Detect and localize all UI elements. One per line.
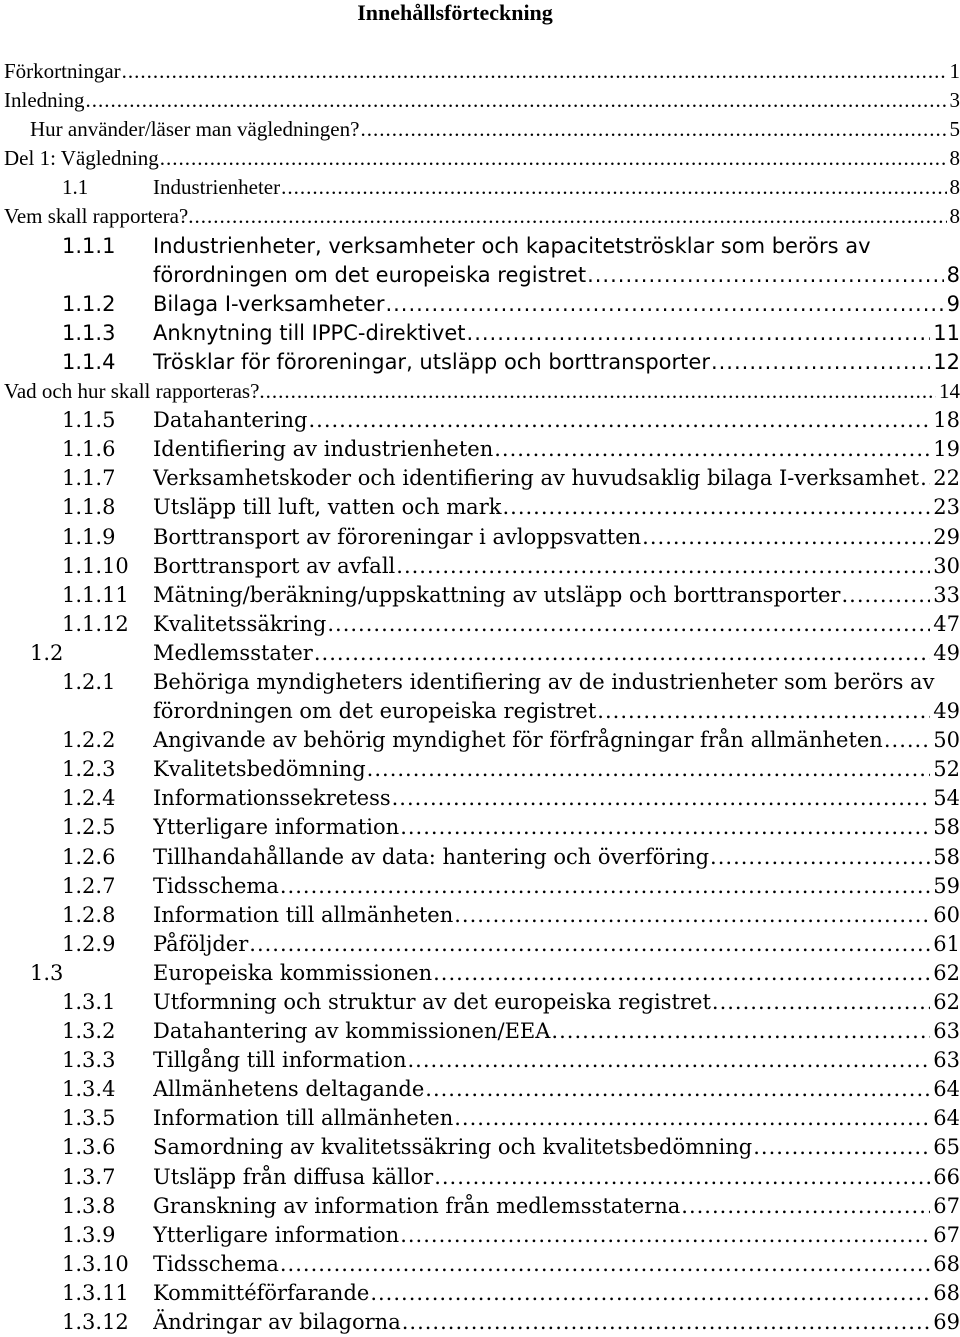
toc-entry-page-number: 68 — [933, 1251, 960, 1276]
toc-entry-title: Tillhandahållande av data: hantering och överföring — [153, 844, 710, 869]
dot-leader — [753, 1133, 930, 1162]
toc-entry[interactable] — [0, 493, 960, 522]
dot-leader — [392, 784, 931, 813]
toc-entry-title: Tidsschema — [153, 1251, 279, 1276]
toc-entry-title: Vad och hur skall rapporteras?. — [4, 379, 265, 404]
toc-entry-number: 1.2.3 — [62, 757, 116, 782]
toc-entry-page-number: 8 — [949, 146, 960, 171]
toc-entry[interactable] — [0, 1046, 960, 1075]
toc-entry-title-line1: Industrienheter, verksamheter och kapacitetströsklar som berörs av — [153, 233, 871, 258]
toc-entry-page-number: 47 — [933, 611, 960, 636]
toc-entry[interactable] — [0, 813, 960, 842]
toc-entry[interactable] — [0, 86, 960, 115]
toc-entry[interactable] — [0, 57, 960, 86]
toc-entry-number: 1.3.12 — [62, 1310, 129, 1335]
toc-entry-title: Bilaga I-verksamheter — [153, 291, 385, 316]
toc-entry[interactable] — [0, 377, 960, 406]
toc-entry[interactable] — [0, 755, 960, 784]
dot-leader — [280, 872, 930, 901]
toc-entry-number: 1.3.6 — [62, 1135, 116, 1160]
toc-entry-title: Identifiering av industrienheten — [153, 437, 494, 462]
toc-entry-number: 1.2.9 — [62, 931, 116, 956]
toc-entry-title: Datahantering av kommissionen/EEA — [153, 1019, 551, 1044]
toc-entry[interactable] — [0, 581, 960, 610]
dot-leader — [425, 1075, 930, 1104]
toc-entry-page-number: 67 — [933, 1193, 960, 1218]
toc-entry-page-number: 58 — [933, 844, 960, 869]
toc-entry[interactable] — [0, 930, 960, 959]
toc-entry[interactable] — [0, 115, 960, 144]
toc-entry-page-number: 3 — [949, 88, 960, 113]
dot-leader — [454, 901, 930, 930]
toc-entry-number: 1.1.5 — [62, 408, 116, 433]
dot-leader — [281, 173, 946, 202]
toc-entry-page-number: 62 — [933, 960, 960, 985]
toc-entry-title: Kommittéförfarande — [153, 1280, 370, 1305]
toc-entry-number: 1.2.1 — [62, 669, 116, 694]
toc-entry-title: Hur använder/läser man vägledningen? — [30, 117, 360, 142]
toc-entry-title: Mätning/beräkning/uppskattning av utsläpp och borttransporter — [153, 582, 841, 607]
toc-entry[interactable] — [0, 668, 960, 726]
toc-entry-number: 1.3.9 — [62, 1222, 116, 1247]
toc-entry-title: Granskning av information från medlemsstaterna — [153, 1193, 681, 1218]
dot-leader — [266, 377, 936, 406]
dot-leader — [385, 290, 943, 319]
toc-entry-number: 1.2.4 — [62, 786, 116, 811]
dot-leader — [587, 261, 944, 290]
toc-entry-page-number: 67 — [933, 1222, 960, 1247]
toc-entry-title: Påföljder — [153, 931, 249, 956]
toc-entry-page-number: 60 — [933, 902, 960, 927]
toc-entry[interactable] — [0, 1250, 960, 1279]
toc-entry-page-number: 18 — [933, 408, 960, 433]
toc-entry[interactable] — [0, 552, 960, 581]
dot-leader — [407, 1046, 930, 1075]
toc-entry[interactable] — [0, 726, 960, 755]
toc-entry-page-number: 1 — [949, 59, 960, 83]
toc-entry-page-number: 8 — [946, 262, 960, 287]
dot-leader — [434, 1163, 930, 1192]
toc-entry-title: Datahantering — [153, 408, 308, 433]
dot-leader — [396, 552, 930, 581]
dot-leader — [712, 988, 930, 1017]
toc-entry-page-number: 8 — [949, 204, 960, 229]
toc-entry-page-number: 50 — [933, 728, 960, 753]
toc-entry-page-number: 14 — [939, 379, 960, 404]
toc-entry[interactable] — [0, 872, 960, 901]
toc-entry-page-number: 5 — [949, 117, 960, 142]
toc-entry[interactable] — [0, 1017, 960, 1046]
toc-entry-number: 1.1.12 — [62, 611, 129, 636]
dot-leader — [402, 1308, 931, 1337]
toc-entry-number: 1.3.7 — [62, 1164, 116, 1189]
toc-entry-title: Anknytning till IPPC-direktivet — [153, 320, 466, 345]
toc-entry-page-number: 66 — [933, 1164, 960, 1189]
dot-leader — [884, 726, 930, 755]
toc-entry[interactable] — [0, 319, 960, 348]
dot-leader — [433, 959, 930, 988]
toc-entry-page-number: 68 — [933, 1280, 960, 1305]
toc-entry-number: 1.1.8 — [62, 495, 116, 520]
toc-entry-title: Inledning — [4, 88, 85, 113]
toc-entry-number: 1.1.4 — [62, 349, 116, 374]
toc-entry-title: Förkortningar — [4, 59, 121, 83]
toc-entry-page-number: 54 — [933, 786, 960, 811]
toc-entry-number: 1.3.10 — [62, 1251, 129, 1276]
toc-entry-number: 1.3 — [30, 960, 64, 985]
toc-entry-page-number: 29 — [933, 524, 960, 549]
dot-leader — [370, 1279, 930, 1308]
toc-entry-number: 1.3.11 — [62, 1280, 129, 1305]
dot-leader — [249, 930, 930, 959]
toc-entry-page-number: 64 — [933, 1106, 960, 1131]
toc-entry[interactable] — [0, 1075, 960, 1104]
toc-entry-number: 1.3.5 — [62, 1106, 116, 1131]
dot-leader — [710, 843, 930, 872]
toc-entry[interactable] — [0, 1104, 960, 1133]
dot-leader — [597, 697, 930, 726]
dot-leader — [467, 319, 931, 348]
toc-entry-number: 1.1 — [62, 175, 89, 200]
toc-entry-page-number: 63 — [933, 1048, 960, 1073]
toc-entry-title: Ändringar av bilagorna — [153, 1310, 401, 1335]
toc-entry-page-number: 11 — [933, 320, 960, 345]
toc-entry[interactable] — [0, 784, 960, 813]
toc-entry-number: 1.2.2 — [62, 728, 116, 753]
toc-entry[interactable] — [0, 610, 960, 639]
toc-entry-title: Trösklar för föroreningar, utsläpp och borttransporter — [153, 349, 710, 374]
toc-entry-page-number: 33 — [933, 582, 960, 607]
toc-entry-title: Kvalitetssäkring — [153, 611, 327, 636]
toc-entry-number: 1.2.5 — [62, 815, 116, 840]
toc-entry-number: 1.3.3 — [62, 1048, 116, 1073]
toc-entry-number: 1.2.6 — [62, 844, 116, 869]
toc-entry[interactable] — [0, 1192, 960, 1221]
toc-entry-title: Tidsschema — [153, 873, 279, 898]
toc-entry-number: 1.3.8 — [62, 1193, 116, 1218]
dot-leader — [360, 115, 946, 144]
dot-leader — [327, 610, 930, 639]
dot-leader — [400, 813, 930, 842]
toc-entry[interactable] — [0, 1163, 960, 1192]
toc-entry-page-number: 58 — [933, 815, 960, 840]
toc-entry-page-number: 8 — [949, 175, 960, 200]
toc-entry-page-number: 30 — [933, 553, 960, 578]
toc-entry-page-number: 59 — [933, 873, 960, 898]
dot-leader — [160, 144, 947, 173]
toc-entry-number: 1.3.4 — [62, 1077, 116, 1102]
dot-leader — [195, 202, 947, 231]
toc-entry[interactable] — [0, 1133, 960, 1162]
toc-entry-page-number: 49 — [933, 640, 960, 665]
toc-entry-title: Ytterligare information — [153, 815, 400, 840]
toc-entry-number: 1.2 — [30, 640, 64, 665]
toc-entry-title: Tillgång till information — [153, 1048, 407, 1073]
toc-entry[interactable] — [0, 406, 960, 435]
toc-entry-title: Ytterligare information — [153, 1222, 400, 1247]
toc-entry[interactable] — [0, 1221, 960, 1250]
toc-entry[interactable] — [0, 1308, 960, 1337]
toc-entry[interactable] — [0, 639, 960, 668]
toc-entry-title: Allmänhetens deltagande — [153, 1077, 425, 1102]
toc-entry-title: Industrienheter — [153, 175, 281, 200]
toc-entry[interactable] — [0, 988, 960, 1017]
toc-entry-title-line1: Behöriga myndigheters identifiering av de industrienheter som berörs av — [153, 669, 935, 694]
toc-entry[interactable] — [0, 144, 960, 173]
dot-leader — [400, 1221, 930, 1250]
toc-entry-number: 1.2.7 — [62, 873, 116, 898]
dot-leader — [711, 348, 930, 377]
toc-entry-title: Kvalitetsbedömning — [153, 757, 366, 782]
toc-entry-title: Medlemsstater — [153, 640, 313, 665]
dot-leader — [494, 435, 930, 464]
toc-entry-title: förordningen om det europeiska registret — [153, 262, 587, 287]
dot-leader — [551, 1017, 930, 1046]
dot-leader — [841, 581, 930, 610]
toc-entry[interactable] — [0, 464, 960, 493]
toc-entry-number: 1.2.8 — [62, 902, 116, 927]
dot-leader — [642, 523, 930, 552]
toc-entry-number: 1.1.1 — [62, 233, 116, 258]
toc-entry-title: förordningen om det europeiska registret — [153, 699, 597, 724]
dot-leader — [454, 1104, 930, 1133]
dot-leader — [308, 406, 930, 435]
toc-entry-title: Information till allmänheten — [153, 1106, 454, 1131]
toc-entry-title: Borttransport av föroreningar i avloppsvatten — [153, 524, 642, 549]
toc-entry[interactable] — [0, 290, 960, 319]
toc-entry-title: Information till allmänheten — [153, 902, 454, 927]
toc-entry-title: Utsläpp till luft, vatten och mark — [153, 495, 502, 520]
toc-entry[interactable] — [0, 232, 960, 290]
toc-entry-page-number: 69 — [933, 1310, 960, 1335]
page-title: Innehållsförteckning — [357, 0, 553, 25]
dot-leader — [502, 493, 930, 522]
toc-entry[interactable] — [0, 843, 960, 872]
toc-entry-page-number: 65 — [933, 1135, 960, 1160]
toc-entry-page-number: 64 — [933, 1077, 960, 1102]
toc-entry-page-number: 63 — [933, 1019, 960, 1044]
toc-entry-number: 1.1.6 — [62, 437, 116, 462]
toc-entry[interactable] — [0, 202, 960, 231]
table-of-contents — [0, 57, 960, 1337]
toc-entry-number: 1.1.7 — [62, 466, 116, 491]
toc-entry[interactable] — [0, 901, 960, 930]
toc-entry-page-number: 9 — [946, 291, 960, 316]
toc-entry[interactable] — [0, 173, 960, 202]
toc-entry-page-number: 22 — [933, 466, 960, 491]
dot-leader — [367, 755, 931, 784]
dot-leader — [920, 464, 930, 493]
toc-entry-title: Samordning av kvalitetssäkring och kvalitetsbedömning — [153, 1135, 753, 1160]
dot-leader — [681, 1192, 930, 1221]
dot-leader — [85, 86, 946, 115]
toc-entry-page-number: 49 — [933, 699, 960, 724]
toc-entry-page-number: 19 — [933, 437, 960, 462]
toc-entry-title: Informationssekretess — [153, 786, 391, 811]
toc-entry-number: 1.3.1 — [62, 990, 116, 1014]
toc-entry-page-number: 52 — [933, 757, 960, 782]
toc-entry-page-number: 61 — [933, 931, 960, 956]
toc-entry-title: Utsläpp från diffusa källor — [153, 1164, 434, 1189]
dot-leader — [314, 639, 930, 668]
toc-entry-title: Verksamhetskoder och identifiering av huvudsaklig bilaga I-verksamhet — [153, 466, 920, 491]
toc-entry-title: Borttransport av avfall — [153, 553, 396, 578]
toc-entry-title: Vem skall rapportera?. — [4, 204, 194, 229]
toc-entry-number: 1.3.2 — [62, 1019, 116, 1044]
toc-entry[interactable] — [0, 435, 960, 464]
toc-entry-number: 1.1.10 — [62, 553, 129, 578]
toc-entry-page-number: 62 — [933, 990, 960, 1014]
toc-entry-title: Del 1: Vägledning — [4, 146, 159, 171]
toc-entry-number: 1.1.9 — [62, 524, 116, 549]
toc-entry-number: 1.1.11 — [62, 582, 129, 607]
toc-entry-page-number: 12 — [933, 349, 960, 374]
dot-leader — [122, 57, 947, 86]
toc-entry-number: 1.1.2 — [62, 291, 116, 316]
toc-entry-title: Utformning och struktur av det europeiska registret — [153, 990, 711, 1014]
toc-entry[interactable] — [0, 348, 960, 377]
toc-entry-page-number: 23 — [933, 495, 960, 520]
dot-leader — [280, 1250, 930, 1279]
toc-entry-number: 1.1.3 — [62, 320, 116, 345]
toc-entry[interactable] — [0, 1279, 960, 1308]
toc-entry-title: Angivande av behörig myndighet för förfrågningar från allmänheten — [153, 728, 883, 753]
toc-entry[interactable] — [0, 959, 960, 988]
toc-entry-title: Europeiska kommissionen — [153, 960, 433, 985]
toc-entry[interactable] — [0, 523, 960, 552]
